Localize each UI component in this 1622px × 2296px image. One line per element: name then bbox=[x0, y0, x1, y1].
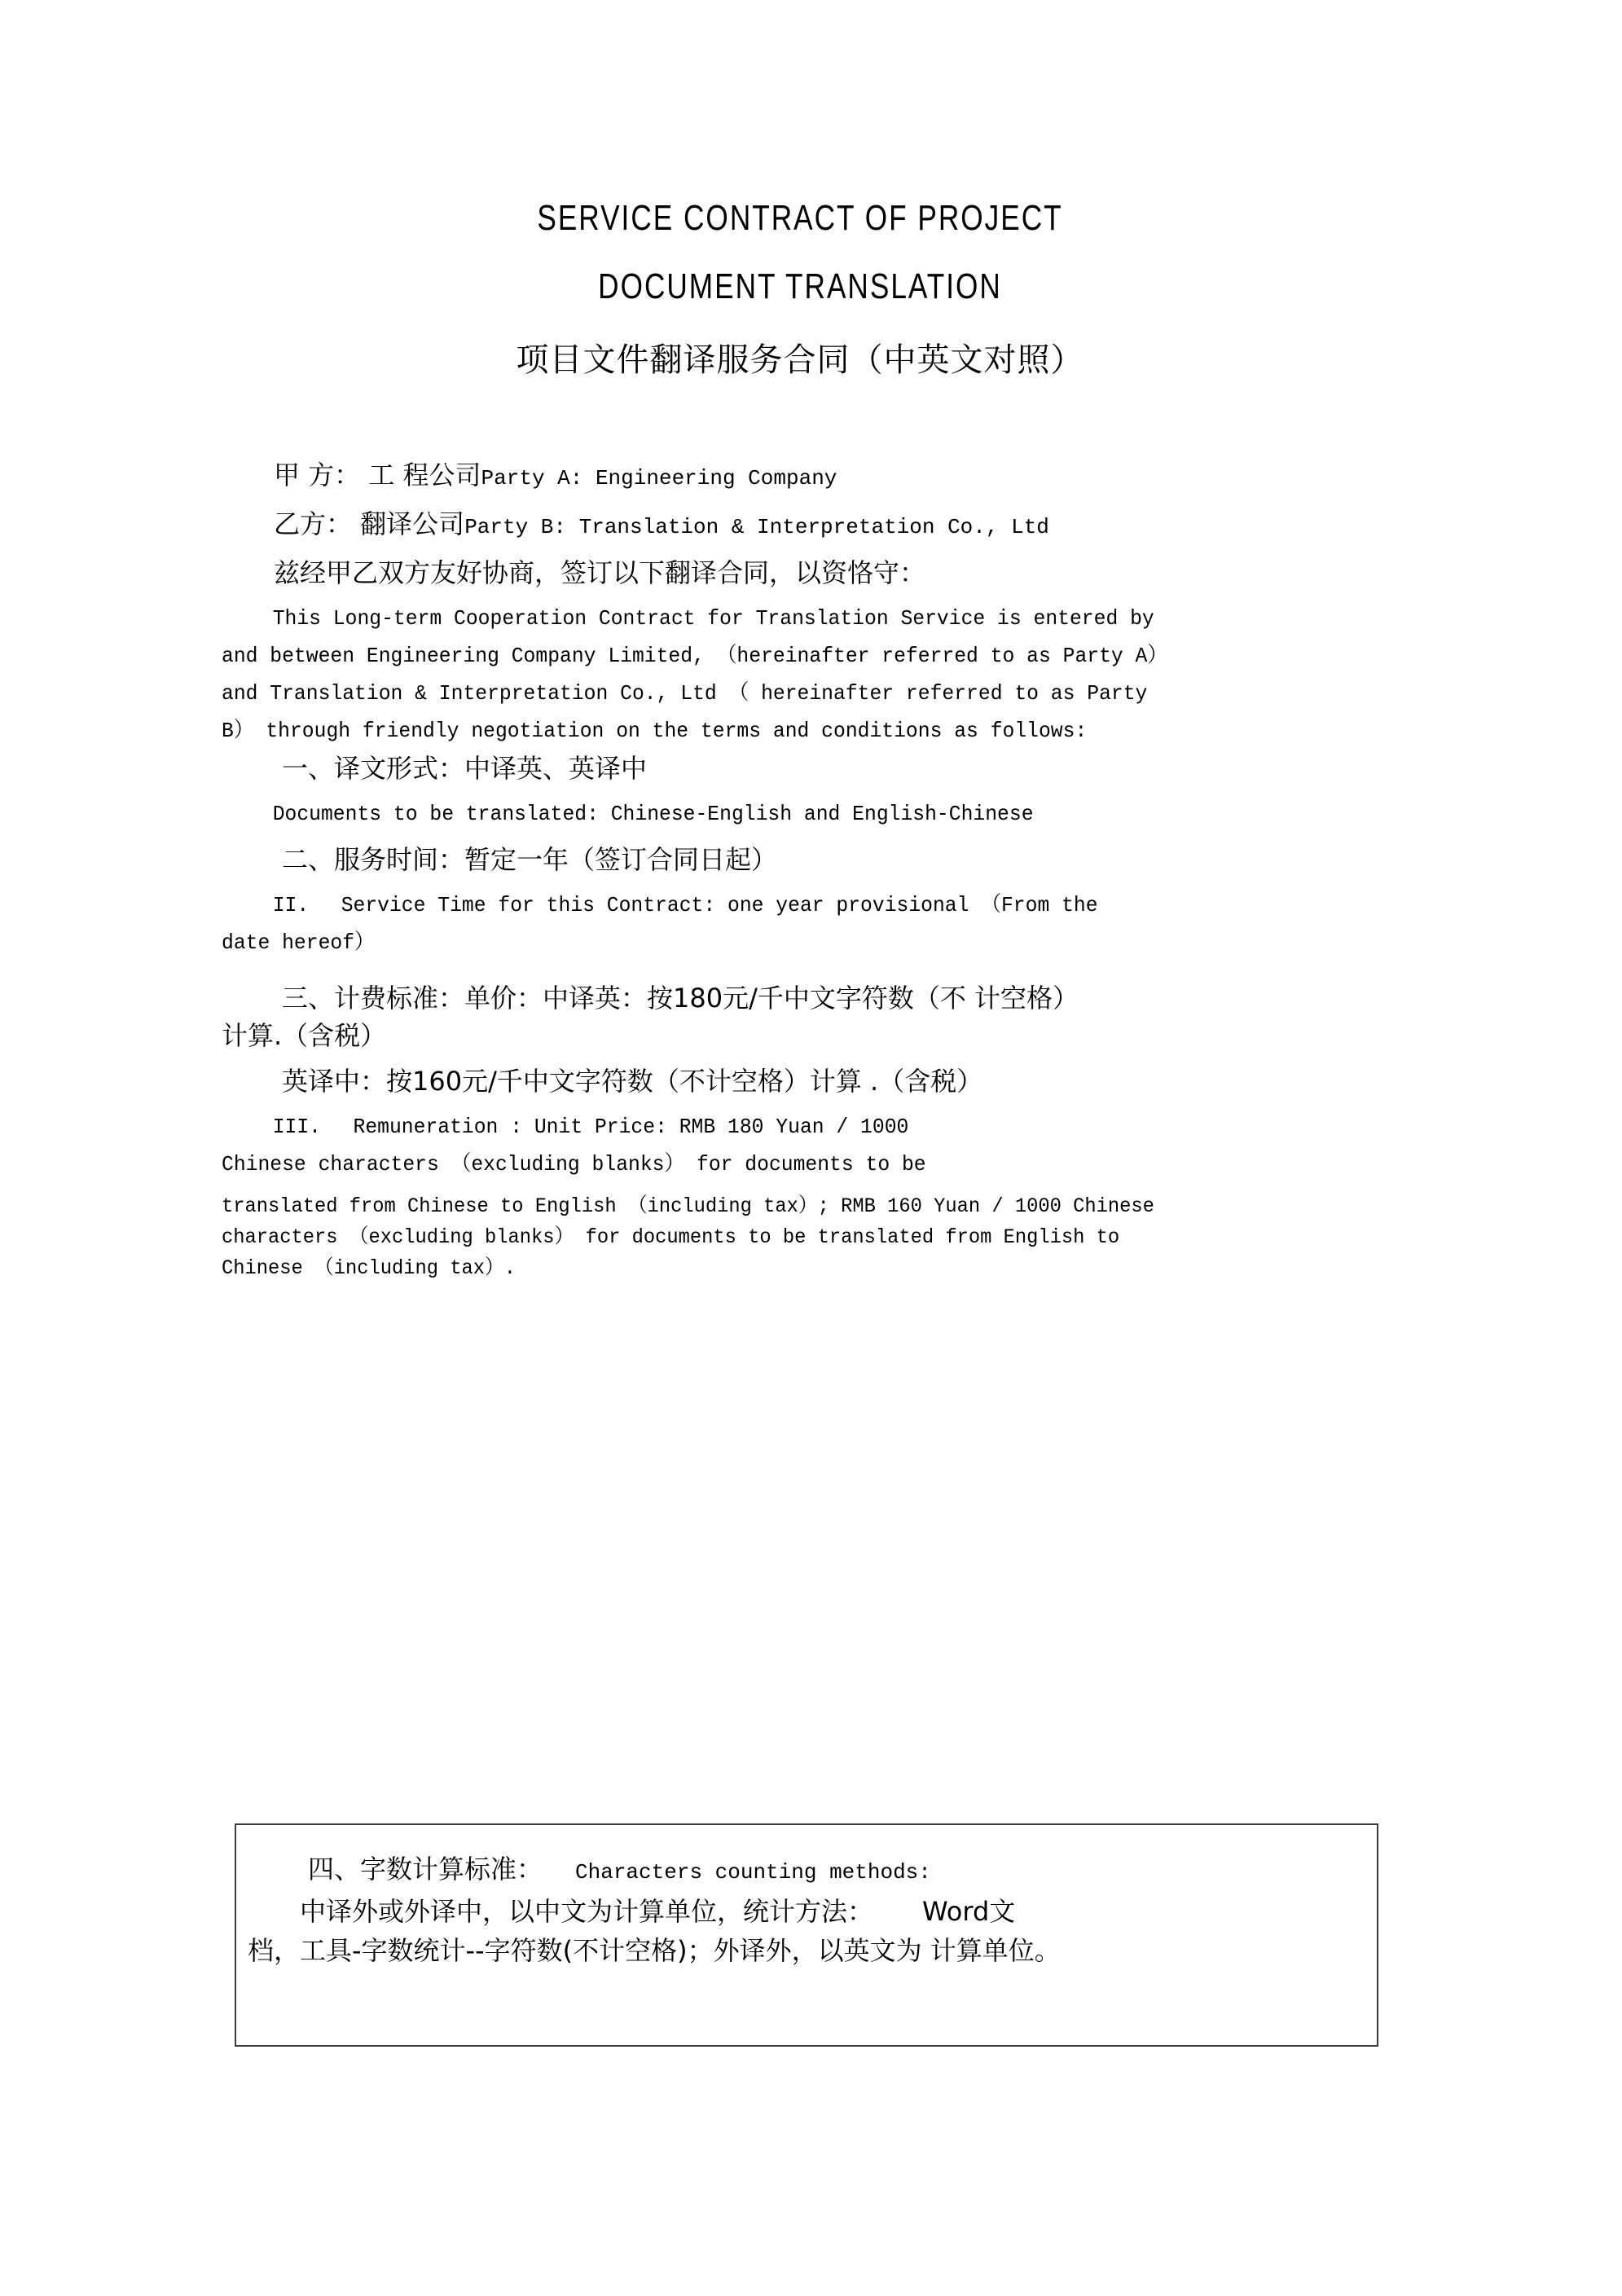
section-3-heading-chinese-line-3: 英译中：按160元/千中文字符数（不计空格）计算 .（含税） bbox=[282, 1066, 983, 1097]
spacer bbox=[222, 1100, 1378, 1108]
section-3-english-line-2: Chinese characters （excluding blanks） for documents to be bbox=[222, 1152, 926, 1177]
spacer bbox=[222, 1054, 1378, 1062]
section-2-english-line-1: II. Service Time for this Contract: one year provisional （From the bbox=[272, 893, 1098, 917]
spacer bbox=[222, 833, 1378, 841]
preamble-english-line-1: This Long-term Cooperation Contract for Translation Service is entered by bbox=[272, 606, 1154, 631]
party-a-label-chinese: 甲 方： 工 程公司 bbox=[274, 460, 481, 490]
party-b-line bbox=[222, 505, 1378, 546]
section-4-boxed-container bbox=[235, 1823, 1378, 2047]
preamble-english-line-3: and Translation & Interpretation Co., Ltd （ hereinafter referred to as Party bbox=[222, 681, 1148, 706]
section-2-english-line-2: date hereof） bbox=[222, 930, 375, 955]
party-b-label-english: Party B: Translation & Interpretation Co., Ltd bbox=[464, 515, 1049, 539]
spacer bbox=[222, 592, 1378, 600]
section-3-english-line-1: III. Remuneration : Unit Price: RMB 180 Yuan / 1000 bbox=[272, 1115, 909, 1139]
section-4-body-word-tail: Word文 bbox=[922, 1896, 1016, 1927]
parties-block bbox=[222, 456, 1378, 546]
party-a-label-english: Party A: Engineering Company bbox=[481, 466, 837, 490]
section-4-content bbox=[236, 1825, 1377, 1970]
spacer bbox=[222, 376, 1378, 424]
spacer bbox=[222, 497, 1378, 505]
section-2-block bbox=[222, 841, 1378, 961]
preamble-block bbox=[222, 554, 1378, 750]
page-title-english-line-2: DOCUMENT TRANSLATION bbox=[598, 266, 1002, 306]
section-4-heading-line bbox=[248, 1850, 1365, 1892]
spacer bbox=[222, 546, 1378, 554]
party-b-label-chinese: 乙方： 翻译公司 bbox=[274, 508, 465, 539]
section-3-english-small-line-3: Chinese （including tax）. bbox=[222, 1256, 516, 1280]
section-4-body-line-1 bbox=[248, 1892, 1365, 1931]
section-4-heading-chinese: 四、字数计算标准： bbox=[308, 1854, 543, 1885]
section-3-heading-chinese-line-2: 计算.（含税） bbox=[222, 1020, 387, 1051]
section-1-heading-chinese: 一、译文形式：中译英、英译中 bbox=[282, 753, 648, 784]
spacer bbox=[222, 878, 1378, 886]
page-title-chinese: 项目文件翻译服务合同（中英文对照） bbox=[516, 341, 1084, 379]
section-3-block bbox=[222, 979, 1378, 1284]
section-1-block bbox=[222, 750, 1378, 833]
spacer bbox=[222, 961, 1378, 979]
document-content bbox=[222, 0, 1378, 1284]
section-3-english-small-line-2: characters （excluding blanks） for documents to be translated from English to bbox=[222, 1225, 1120, 1249]
section-3-english-small-line-1: translated from Chinese to English （including tax）; RMB 160 Yuan / 1000 Chinese bbox=[222, 1194, 1154, 1218]
preamble-english-line-4: B） through friendly negotiation on the terms and conditions as follows: bbox=[222, 719, 1088, 743]
page-title-english-line-1: SERVICE CONTRACT OF PROJECT bbox=[537, 198, 1063, 238]
section-4-heading-english: Characters counting methods: bbox=[575, 1860, 931, 1885]
section-3-heading-chinese-line-1: 三、计费标准：单价：中译英：按180元/千中文字符数（不 计空格） bbox=[282, 983, 1079, 1014]
section-2-heading-chinese: 二、服务时间：暂定一年（签订合同日起） bbox=[282, 844, 778, 875]
spacer bbox=[222, 787, 1378, 795]
preamble-chinese: 兹经甲乙双方友好协商，签订以下翻译合同，以资恪守： bbox=[274, 557, 926, 588]
spacer bbox=[222, 424, 1378, 456]
party-a-line bbox=[222, 456, 1378, 497]
spacer bbox=[222, 1183, 1378, 1191]
section-1-english-line-1: Documents to be translated: Chinese-English and English-Chinese bbox=[272, 802, 1034, 826]
section-4-body-chinese-1: 中译外或外译中，以中文为计算单位，统计方法： bbox=[300, 1896, 874, 1927]
preamble-english-line-2: and between Engineering Company Limited, （hereinafter referred to as Party A） bbox=[222, 644, 1168, 668]
title-block bbox=[222, 198, 1378, 379]
section-4-body-line-2: 档，工具-字数统计--字符数(不计空格)；外译外，以英文为 计算单位。 bbox=[248, 1935, 1061, 1966]
